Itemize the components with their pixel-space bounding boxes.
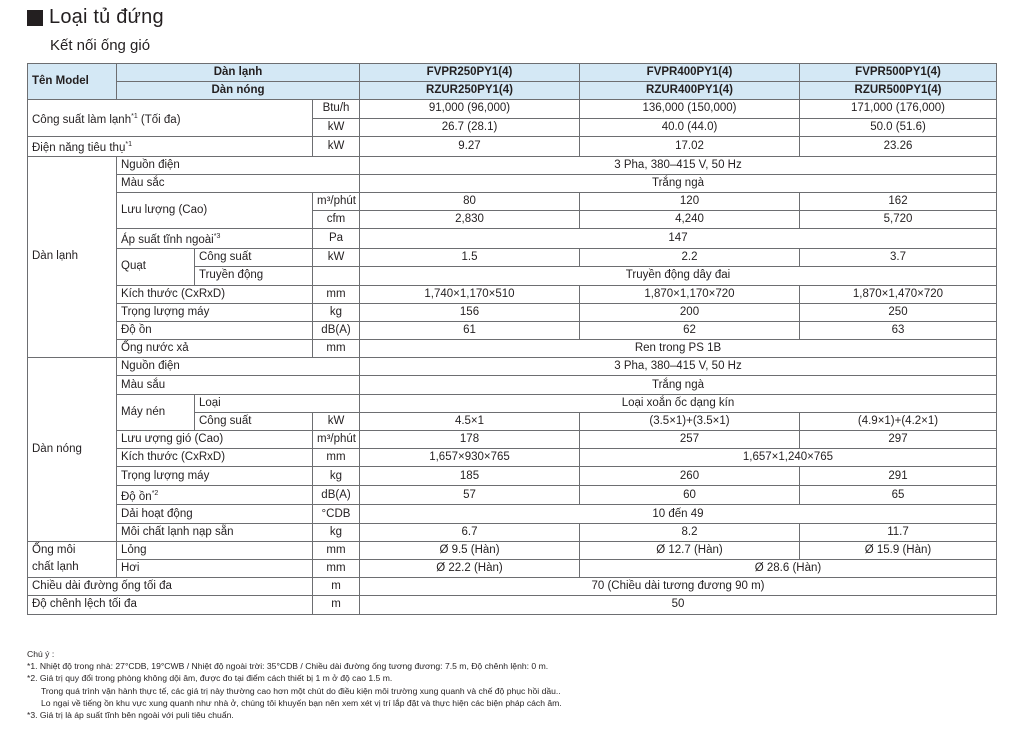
value-cell: 3.7 [800, 249, 997, 267]
value-cell: 178 [360, 431, 580, 449]
unit-cell: m³/phút [313, 192, 360, 210]
value-cell: 65 [800, 485, 997, 505]
value-cell: 6.7 [360, 523, 580, 541]
value-cell: Ø 15.9 (Hàn) [800, 541, 997, 559]
row-label: Lỏng [117, 541, 313, 559]
table-row [28, 321, 997, 339]
row-label: Lưu lượng (Cao) [117, 192, 313, 228]
value-cell: (4.9×1)+(4.2×1) [800, 412, 997, 430]
value-cell: 5,720 [800, 211, 997, 229]
row-sublabel: Loại [195, 394, 360, 412]
value-cell: 257 [580, 431, 800, 449]
unit-cell: kW [313, 249, 360, 267]
outdoor-model: RZUR500PY1(4) [800, 82, 997, 100]
row-label: Quạt [117, 249, 195, 285]
unit-cell: mm [313, 449, 360, 467]
row-label: Kích thước (CxRxD) [117, 285, 313, 303]
unit-cell: dB(A) [313, 321, 360, 339]
cooling-capacity-label: Công suất làm lạnh$^{*1}$ (Tối đa) [28, 100, 313, 136]
row-label: Độ ồn$^{*2}$ [117, 485, 313, 505]
value-cell: 1,657×930×765 [360, 449, 580, 467]
table-row [28, 156, 997, 174]
value-cell: 1,657×1,240×765 [580, 449, 997, 467]
value-cell: Ø 22.2 (Hàn) [360, 559, 580, 577]
value-cell: 1.5 [360, 249, 580, 267]
value-cell: 63 [800, 321, 997, 339]
unit-cell: kW [313, 412, 360, 430]
row-sublabel: Truyền động [195, 267, 313, 285]
table-row [28, 596, 997, 614]
value-cell: 260 [580, 467, 800, 485]
indoor-model: FVPR500PY1(4) [800, 64, 997, 82]
value-cell: Ø 9.5 (Hàn) [360, 541, 580, 559]
page-title: Loại tủ đứng [49, 6, 164, 28]
value-cell: Loại xoắn ốc dạng kín [360, 394, 997, 412]
unit-cell: m [313, 578, 360, 596]
page-subtitle: Kết nối ống gió [50, 37, 151, 54]
value-cell: 156 [360, 303, 580, 321]
unit-cell: mm [313, 559, 360, 577]
row-label: Hơi [117, 559, 313, 577]
table-row [28, 285, 997, 303]
outdoor-model-label: Dàn nóng [117, 82, 360, 100]
row-label: Lưu ượng gió (Cao) [117, 431, 313, 449]
indoor-model: FVPR400PY1(4) [580, 64, 800, 82]
value-cell: 162 [800, 192, 997, 210]
row-label: Trọng lượng máy [117, 303, 313, 321]
value-cell: 50.0 (51.6) [800, 118, 997, 136]
table-row [28, 82, 997, 100]
row-sublabel: Công suất [195, 412, 313, 430]
value-cell: 4,240 [580, 211, 800, 229]
value-cell: 60 [580, 485, 800, 505]
value-cell: 4.5×1 [360, 412, 580, 430]
value-cell: 1,870×1,170×720 [580, 285, 800, 303]
value-cell: 23.26 [800, 136, 997, 156]
notes-heading: Chú ý : [27, 649, 55, 659]
unit-cell: kW [313, 136, 360, 156]
unit-cell: m³/phút [313, 431, 360, 449]
table-row [28, 449, 997, 467]
unit-cell: kg [313, 467, 360, 485]
row-label: Dải hoạt động [117, 505, 313, 523]
table-row [28, 136, 997, 156]
value-cell: 200 [580, 303, 800, 321]
value-cell: 9.27 [360, 136, 580, 156]
indoor-model-label: Dàn lạnh [117, 64, 360, 82]
row-label: Độ chênh lệch tối đa [28, 596, 313, 614]
spec-table [27, 63, 997, 615]
value-cell: 3 Pha, 380–415 V, 50 Hz [360, 358, 997, 376]
value-cell: 171,000 (176,000) [800, 100, 997, 118]
table-row [28, 578, 997, 596]
table-row [28, 229, 997, 249]
table-row [28, 394, 997, 412]
value-cell: 70 (Chiều dài tương đương 90 m) [360, 578, 997, 596]
value-cell: 17.02 [580, 136, 800, 156]
table-row [28, 523, 997, 541]
value-cell: 91,000 (96,000) [360, 100, 580, 118]
row-label: Nguồn điện [117, 358, 360, 376]
value-cell: 11.7 [800, 523, 997, 541]
value-cell: 26.7 (28.1) [360, 118, 580, 136]
note-3: *3. Giá trị là áp suất tĩnh bên ngoài với puli tiêu chuẩn. [27, 710, 234, 721]
value-cell: 185 [360, 467, 580, 485]
row-label: Trọng lượng máy [117, 467, 313, 485]
value-cell: 3 Pha, 380–415 V, 50 Hz [360, 156, 997, 174]
value-cell: Trắng ngà [360, 376, 997, 394]
table-row [28, 174, 997, 192]
value-cell: Truyền động dây đai [360, 267, 997, 285]
value-cell: 80 [360, 192, 580, 210]
value-cell: Ø 12.7 (Hàn) [580, 541, 800, 559]
row-label: Màu sắu [117, 376, 360, 394]
row-label: Màu sắc [117, 174, 360, 192]
table-row [28, 192, 997, 210]
row-label: Chiều dài đường ống tối đa [28, 578, 313, 596]
row-label: Ống nước xả [117, 340, 313, 358]
row-label: Độ ồn [117, 321, 313, 339]
table-row [28, 303, 997, 321]
table-row [28, 64, 997, 82]
unit-cell: kg [313, 303, 360, 321]
value-cell: 120 [580, 192, 800, 210]
value-cell: 250 [800, 303, 997, 321]
indoor-model: FVPR250PY1(4) [360, 64, 580, 82]
value-cell: 10 đến 49 [360, 505, 997, 523]
value-cell: 147 [360, 229, 997, 249]
value-cell: (3.5×1)+(3.5×1) [580, 412, 800, 430]
row-label: Kích thước (CxRxD) [117, 449, 313, 467]
value-cell: 1,870×1,470×720 [800, 285, 997, 303]
unit-cell: mm [313, 285, 360, 303]
unit-cell: mm [313, 340, 360, 358]
note-2-cont: Trong quá trình vận hành thực tế, các giá trị này thường cao hơn một chút do điều kiện môi trường xung quanh và chế độ phục hồi dầu.. [41, 685, 561, 696]
row-label: Môi chất lạnh nạp sẵn [117, 523, 313, 541]
value-cell: 136,000 (150,000) [580, 100, 800, 118]
value-cell: 291 [800, 467, 997, 485]
table-row [28, 559, 997, 577]
table-row [28, 100, 997, 118]
value-cell: 8.2 [580, 523, 800, 541]
outdoor-model: RZUR400PY1(4) [580, 82, 800, 100]
table-row [28, 485, 997, 505]
unit-cell: Btu/h [313, 100, 360, 118]
table-row [28, 340, 997, 358]
value-cell: Ø 28.6 (Hàn) [580, 559, 997, 577]
table-row [28, 467, 997, 485]
value-cell: Trắng ngà [360, 174, 997, 192]
row-label: Áp suất tĩnh ngoài$^{*3}$ [117, 229, 313, 249]
unit-cell: m [313, 596, 360, 614]
value-cell: 61 [360, 321, 580, 339]
unit-cell: kg [313, 523, 360, 541]
row-label: Nguồn điện [117, 156, 360, 174]
table-row [28, 358, 997, 376]
unit-cell: Pa [313, 229, 360, 249]
piping-group-label: Ống môi chất lạnh [28, 541, 117, 577]
unit-cell: kW [313, 118, 360, 136]
model-label: Tên Model [28, 64, 117, 100]
unit-cell: dB(A) [313, 485, 360, 505]
value-cell: 2,830 [360, 211, 580, 229]
row-sublabel: Công suất [195, 249, 313, 267]
table-row [28, 431, 997, 449]
note-2: *2. Giá trị quy đổi trong phòng không dội âm, được đo tại điểm cách thiết bị 1 m ở độ cao 1.5 m. [27, 673, 393, 684]
row-label: Máy nén [117, 394, 195, 430]
unit-cell: °CDB [313, 505, 360, 523]
outdoor-model: RZUR250PY1(4) [360, 82, 580, 100]
notes [27, 648, 562, 721]
title-row [27, 6, 164, 29]
value-cell: 1,740×1,170×510 [360, 285, 580, 303]
outdoor-group-label: Dàn nóng [28, 358, 117, 542]
value-cell: 297 [800, 431, 997, 449]
unit-cell [313, 267, 360, 285]
table-row [28, 505, 997, 523]
value-cell: 62 [580, 321, 800, 339]
value-cell: 57 [360, 485, 580, 505]
table-row [28, 249, 997, 267]
note-1: *1. Nhiệt độ trong nhà: 27°CDB, 19°CWB / Nhiệt độ ngoài trời: 35°CDB / Chiều dài đường ống tương đương: 7.5 m, Độ chênh lệnh: 0 m. [27, 661, 549, 672]
unit-cell: mm [313, 541, 360, 559]
value-cell: 50 [360, 596, 997, 614]
value-cell: Ren trong PS 1B [360, 340, 997, 358]
indoor-group-label: Dàn lạnh [28, 156, 117, 358]
table-row [28, 541, 997, 559]
unit-cell: cfm [313, 211, 360, 229]
table-row [28, 376, 997, 394]
power-consumption-label: Điện năng tiêu thụ$^{*1}$ [28, 136, 313, 156]
value-cell: 2.2 [580, 249, 800, 267]
title-square-icon [27, 10, 43, 26]
value-cell: 40.0 (44.0) [580, 118, 800, 136]
note-2-cont: Lo ngại về tiếng ồn khu vực xung quanh như nhà ở, chúng tôi khuyến bạn nên xem xét vị trí lắp đặt và thực hiện các biện pháp cách âm. [41, 697, 562, 708]
